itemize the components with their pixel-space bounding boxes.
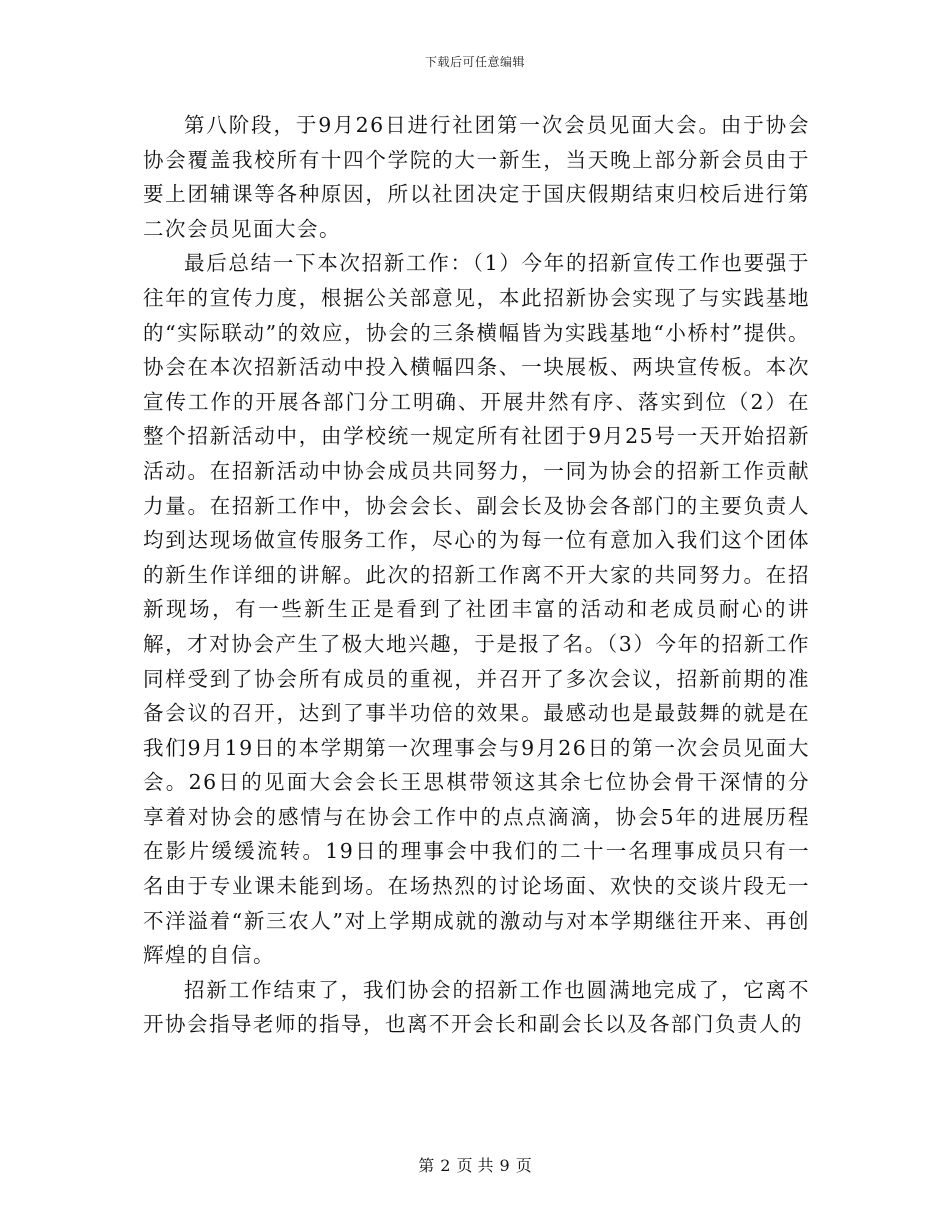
document-body [143, 108, 810, 1042]
paragraph-recruitment-summary: 最后总结一下本次招新工作：（1）今年的招新宣传工作也要强于往年的宣传力度，根据公关部意见，本此招新协会实现了与实践基地的“实际联动”的效应，协会的三条横幅皆为实践基地“小桥村”提供。协会在本次招新活动中投入横幅四条、一块展板、两块宣传板。本次宣传工作的开展各部门分工明确、开展井然有序、落实到位（2）在整个招新活动中，由学校统一规定所有社团于9月25号一天开始招新活动。在招新活动中协会成员共同努力，一同为协会的招新工作贡献力量。在招新工作中，协会会长、副会长及协会各部门的主要负责人均到达现场做宣传服务工作，尽心的为每一位有意加入我们这个团体的新生作详细的讲解。此次的招新工作离不开大家的共同努力。在招新现场，有一些新生正是看到了社团丰富的活动和老成员耐心的讲解，才对协会产生了极大地兴趣，于是报了名。（3）今年的招新工作同样受到了协会所有成员的重视，并召开了多次会议，招新前期的准备会议的召开，达到了事半功倍的效果。最感动也是最鼓舞的就是在我们9月19日的本学期第一次理事会与9月26日的第一次会员见面大会。26日的见面大会会长王思棋带领这其余七位协会骨干深情的分享着对协会的感情与在协会工作中的点点滴滴，协会5年的进展历程在影片缓缓流转。19日的理事会中我们的二十一名理事成员只有一名由于专业课未能到场。在场热烈的讨论场面、欢快的交谈片段无一不洋溢着“新三农人”对上学期成就的激动与对本学期继往开来、再创辉煌的自信。 [143, 251, 810, 968]
footer-page-number: 2 [440, 1156, 451, 1175]
paragraph-stage-eight: 第八阶段，于9月26日进行社团第一次会员见面大会。由于协会协会覆盖我校所有十四个学院的大一新生，当天晚上部分新会员由于要上团辅课等各种原因，所以社团决定于国庆假期结束归校后进行第二次会员见面大会。 [143, 113, 810, 241]
footer-suffix: 页 [515, 1156, 532, 1175]
footer-total-pages: 9 [499, 1156, 510, 1175]
footer-mid: 页 共 [456, 1156, 494, 1175]
footer-prefix: 第 [418, 1156, 435, 1175]
page-footer [0, 1153, 950, 1176]
paragraph-conclusion: 招新工作结束了，我们协会的招新工作也圆满地完成了，它离不开协会指导老师的指导，也离不开会长和副会长以及各部门负责人的 [143, 977, 810, 1037]
page-header: 下载后可任意编辑 [424, 55, 525, 69]
